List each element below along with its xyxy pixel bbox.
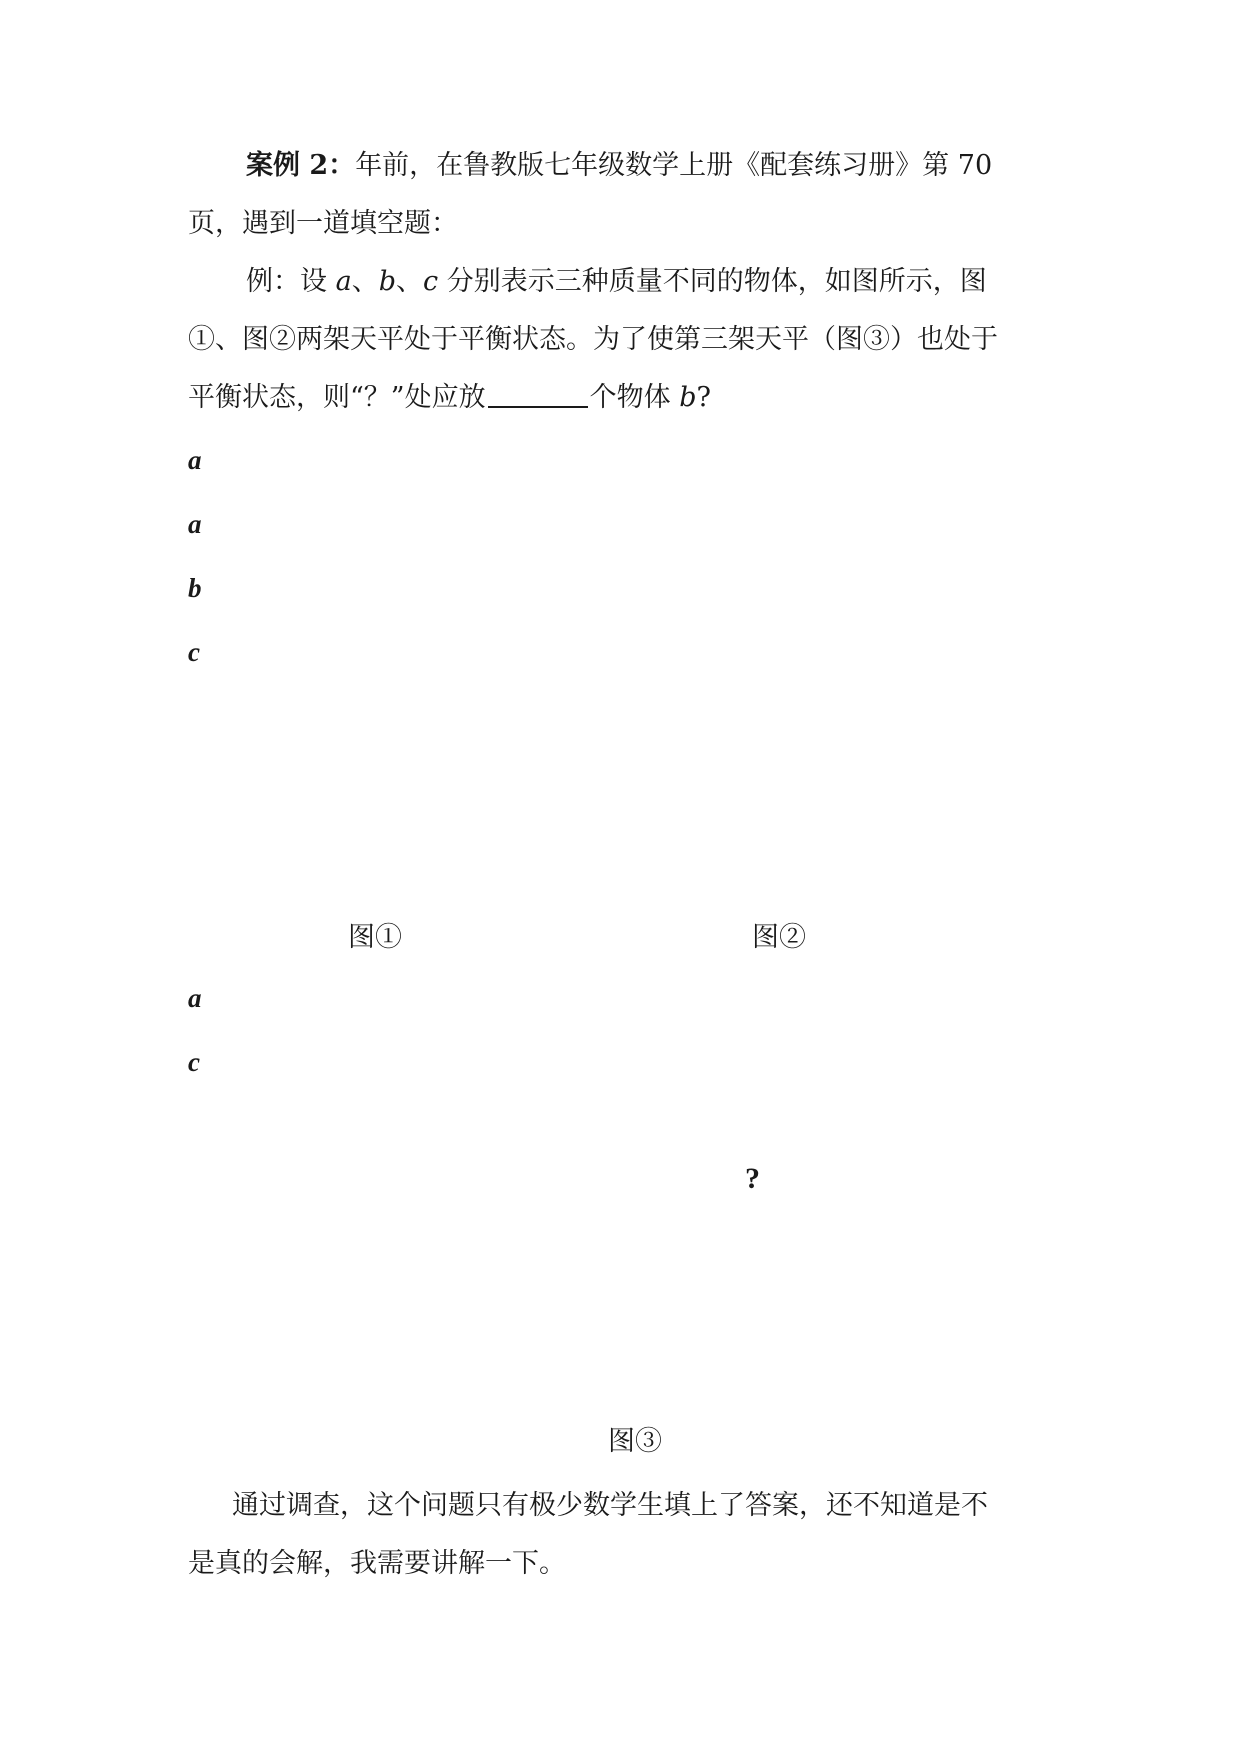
figure-label-a: a	[188, 509, 202, 539]
figure-3-label-c: c	[188, 1047, 200, 1077]
caption-figure-3: 图③	[608, 1426, 662, 1457]
example-line-2: ①、图②两架天平处于平衡状态。为了使第三架天平（图③）也处于	[188, 324, 998, 355]
answer-blank[interactable]	[488, 380, 588, 408]
case-label: 案例 2：	[246, 150, 356, 181]
figure-3-question-mark: ?	[745, 1162, 760, 1195]
case-intro-line-1	[246, 146, 992, 186]
example-prefix: 例：设	[246, 266, 336, 297]
figure-3-label-a: a	[188, 983, 202, 1013]
case-intro-text: 年前，在鲁教版七年级数学上册《配套练习册》第 70	[355, 150, 993, 181]
caption-figure-1: 图①	[348, 922, 402, 953]
figure-label-b: b	[188, 573, 202, 603]
figure-label-c: c	[188, 637, 200, 667]
separator: 、	[351, 266, 379, 297]
figure-label-a: a	[188, 445, 202, 475]
conclusion-line-1: 通过调查，这个问题只有极少数学生填上了答案，还不知道是不	[232, 1490, 988, 1521]
separator: 、	[396, 266, 423, 297]
question-end: ?	[696, 382, 711, 413]
example-line-3-text-b: 个物体	[589, 382, 680, 413]
var-a: a	[335, 266, 352, 297]
example-text: 分别表示三种质量不同的物体，如图所示，图	[438, 266, 987, 297]
var-b: b	[679, 382, 697, 413]
var-c: c	[423, 266, 439, 297]
conclusion-line-2: 是真的会解，我需要讲解一下。	[188, 1548, 566, 1579]
caption-figure-2: 图②	[752, 922, 806, 953]
case-intro-line-2: 页，遇到一道填空题：	[188, 208, 458, 239]
var-b: b	[378, 266, 396, 297]
example-line-3	[188, 378, 711, 418]
example-line-1	[246, 262, 987, 302]
example-line-3-text: 平衡状态，则“？”处应放	[188, 382, 486, 413]
